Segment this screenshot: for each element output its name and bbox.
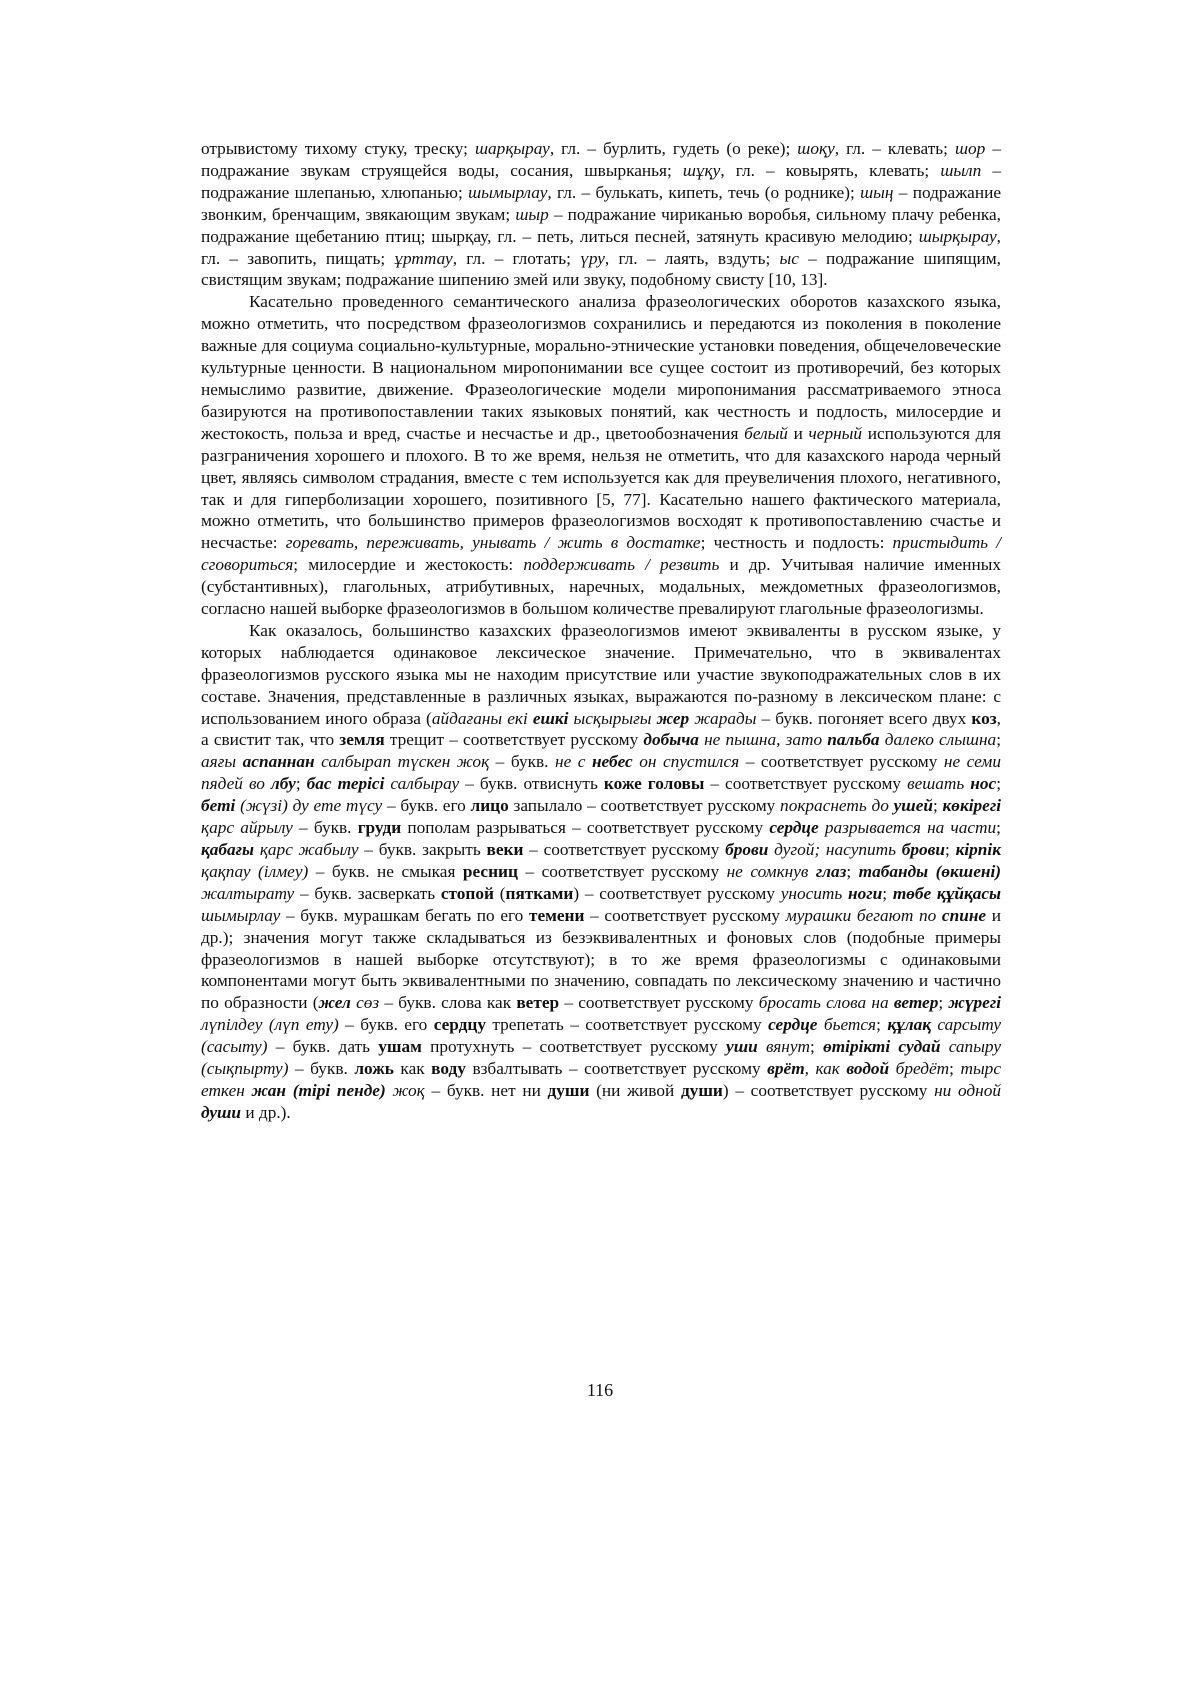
text-run: , гл. – завопить, пищать; (201, 227, 1001, 268)
text-run: – букв. его (382, 796, 470, 815)
text-run: , гл. – глотать; (453, 249, 580, 268)
text-run: – букв. не смыкая (308, 862, 463, 881)
text-run: трещит – соответствует русскому (385, 730, 644, 749)
text-run: лицо (471, 796, 509, 815)
text-run: ) – соответствует русскому (723, 1081, 934, 1100)
text-run: – букв. погоняет всего двух (756, 709, 971, 728)
text-run: қабағы (201, 840, 254, 859)
text-run: жел (318, 993, 350, 1012)
text-run: груди (358, 818, 401, 837)
text-run: – соответствует русскому (559, 993, 759, 1012)
text-run: далеко слышна (880, 730, 997, 749)
text-run: өтірікті судай (823, 1037, 940, 1056)
text-run: , гл. – клевать; (835, 139, 955, 158)
text-run: темени (529, 906, 585, 925)
text-run: , а свистит так, что (201, 709, 1001, 750)
text-run: қақпау (ілмеу) (201, 862, 308, 881)
text-run: души (201, 1103, 241, 1122)
text-run: вянут (758, 1037, 810, 1056)
text-run: Касательно проведенного семантического анализа фразеологических оборотов казахского языка, можно отметить, что посредством фразеологизмов сохранились и передаются из поколения в поколение важные для социума социально-культурные, морально-этнические установки поведения, общечеловеческие культурные ценности. В национальном миропонимании все сущее состоит из противоречий, без которых немыслимо развитие, движение. Фразеологические модели миропонимания рассматриваемого этноса базируются на противопоставлении таких языковых понятий, как честность и подлость, милосердие и жестокость, польза и вред, счастье и несчастье и др., цветообозначения (201, 292, 1001, 442)
text-run: пристыдить / сговориться (201, 533, 1001, 574)
text-run: – подражание звукам струящейся воды, сосания, швырканья; (201, 139, 1001, 180)
text-run: ; (876, 1015, 887, 1034)
text-run: кірпік (956, 840, 1001, 859)
text-run: ; (296, 774, 307, 793)
text-run: ветер (516, 993, 559, 1012)
text-run: шырқырау (919, 227, 997, 246)
text-run: – букв. засверкать (294, 884, 441, 903)
text-run: – букв. (288, 1059, 354, 1078)
text-run: шоқу (797, 139, 834, 158)
text-run: коже головы (604, 774, 705, 793)
text-run: ушей (894, 796, 933, 815)
paragraph-1 (201, 138, 1001, 291)
text-run: жоқ (386, 1081, 425, 1100)
text-run: ресниц (463, 862, 518, 881)
text-run: салбырау (384, 774, 459, 793)
text-run: ; (810, 1037, 823, 1056)
text-run: – соответствует русскому (518, 862, 727, 881)
text-run: взбалтывать – соответствует русскому (466, 1059, 767, 1078)
text-run: уносить (781, 884, 848, 903)
text-run: отрывистому тихому стуку, треску; (201, 139, 475, 158)
text-run: ; (949, 1059, 960, 1078)
text-run: воду (431, 1059, 466, 1078)
text-run: брови (902, 840, 945, 859)
text-run: ложь (354, 1059, 394, 1078)
text-run: қарс айрылу (201, 818, 293, 837)
text-run: , как (805, 1059, 847, 1078)
text-run: мурашки бегают по (786, 906, 942, 925)
text-run: , гл. – лаять, вздуть; (605, 249, 780, 268)
text-run: ушам (378, 1037, 422, 1056)
page-number: 116 (0, 1380, 1200, 1401)
text-run: ; (996, 730, 1001, 749)
text-run: коз (971, 709, 996, 728)
text-run: и (788, 424, 809, 443)
text-run: бросать слова на (759, 993, 894, 1012)
text-run: ; (882, 884, 893, 903)
text-run: үру (580, 249, 605, 268)
text-run: шылп (940, 161, 981, 180)
text-run: глаз (816, 862, 846, 881)
text-run: – соответствует русскому (584, 906, 785, 925)
text-run: протухнуть – соответствует русскому (422, 1037, 726, 1056)
text-run: шыр (515, 205, 548, 224)
text-run: не сомкнув (727, 862, 816, 881)
text-run: и др.); значения могут также складываться из безэквивалентных и фоновых слов (подобные примеры фразеологизмов в нашей выборке отсутствуют); в то же время фразеологизмы с одинаковыми компонентами могут быть эквивалентными по значению, совпадать по лексическому значению и частично по образности ( (201, 906, 1001, 1013)
text-run: табанды (өкшені) (859, 862, 1001, 881)
text-run: покраснеть до (780, 796, 894, 815)
paragraph-2 (201, 291, 1001, 620)
text-run: трепетать – соответствует русскому (486, 1015, 768, 1034)
text-run: – букв. закрыть (359, 840, 487, 859)
text-run: лбу (271, 774, 296, 793)
text-run: төбе құйқасы (893, 884, 1001, 903)
text-run: не пышна, зато (699, 730, 827, 749)
text-run: көкірегі (943, 796, 1001, 815)
text-run: салбырап түскен жоқ (315, 752, 490, 771)
text-run: как (394, 1059, 431, 1078)
text-run: сердцу (434, 1015, 486, 1034)
text-run: белый (744, 424, 788, 443)
text-run: и др. Учитывая наличие именных (субстантивных), глагольных, атрибутивных, наречных, модальных, междометных фразеологизмов, согласно нашей выборке фразеологизмов в большом количестве превалируют глагольные фразеологизмы. (201, 555, 1001, 618)
text-run: ыс (779, 249, 798, 268)
document-page (0, 0, 1200, 1697)
text-run: ұрттау (394, 249, 452, 268)
text-run: жан (тірі пенде) (252, 1081, 386, 1100)
text-run: ( (494, 884, 506, 903)
text-run: сапыру (сықпырту) (201, 1037, 1001, 1078)
text-run: – букв. отвиснуть (459, 774, 604, 793)
text-run: – соответствует русскому (739, 752, 944, 771)
text-run: – подражание звонким, бренчащим, звякающим звукам; (201, 183, 1001, 224)
text-run: дугой; насупить (768, 840, 901, 859)
text-run: используются для разграничения хорошего и плохого. В то же время, нельзя не отметить, что для казахского народа черный цвет, являясь символом страдания, вместе с тем используется как для преувеличения плохого, негативного, так и для гиперболизации хорошего, позитивного [5, 77]. Касательно нашего фактического материала, можно отметить, что большинство примеров фразеологизмов восходят к противопоставлению счастье и несчастье: (201, 424, 1001, 553)
text-run: ; (996, 774, 1001, 793)
text-run: – букв. (293, 818, 358, 837)
text-run: сердце (769, 818, 818, 837)
text-run: черный (809, 424, 862, 443)
text-run: , гл. – булькать, кипеть, течь (о роднике); (547, 183, 860, 202)
text-run: сарсыту (сасыту) (201, 1015, 1001, 1056)
text-run: – букв. нет ни (425, 1081, 548, 1100)
text-run: – букв. дать (267, 1037, 378, 1056)
text-run: пополам разрываться – соответствует русскому (401, 818, 769, 837)
text-run: земля (339, 730, 384, 749)
text-run: жүрегі (948, 993, 1001, 1012)
text-run: ; милосердие и жестокость: (293, 555, 523, 574)
text-run: беті (201, 796, 235, 815)
text-run: – букв. его (339, 1015, 434, 1034)
text-run: қарс жабылу (254, 840, 358, 859)
text-run: ; (933, 796, 943, 815)
text-run: – букв. (489, 752, 555, 771)
text-run: аспаннан (243, 752, 315, 771)
text-run: добыча (643, 730, 699, 749)
text-run: шарқырау (475, 139, 550, 158)
text-run: шор (955, 139, 985, 158)
text-run: Как оказалось, большинство казахских фразеологизмов имеют эквиваленты в русском языке, у которых наблюдается одинаковое лексическое значение. Примечательно, что в эквивалентах фразеологизмов русского языка мы не находим присутствие или участие звукоподражательных слов в их составе. Значения, представленные в различных языках, выражаются по-разному в лексическом плане: с использованием иного образа ( (201, 621, 1001, 728)
text-run: пальба (827, 730, 879, 749)
text-run: ысқырығы (568, 709, 656, 728)
text-run: не семи пядей во (201, 752, 1001, 793)
text-run: нос (970, 774, 996, 793)
text-run: аяғы (201, 752, 243, 771)
text-run: ветер (894, 993, 938, 1012)
text-run: тырс еткен (201, 1059, 1001, 1100)
text-run: и др.). (241, 1103, 291, 1122)
text-run: жер (657, 709, 690, 728)
text-run: души (548, 1081, 590, 1100)
text-run: бас терісі (307, 774, 385, 793)
text-run: ни одной (934, 1081, 1001, 1100)
text-run: небес (592, 752, 633, 771)
text-run: ; (846, 862, 858, 881)
text-run: – подражание чириканью воробья, сильному плачу ребенка, подражание щебетанию птиц; шырқау, гл. – петь, литься песней, затянуть красивую мелодию; (201, 205, 1001, 246)
text-run: горевать, переживать, унывать / жить в достатке (286, 533, 701, 552)
text-run: жарады (689, 709, 756, 728)
text-run: ешкі (533, 709, 569, 728)
text-run: разрывается на части (819, 818, 996, 837)
text-run: шымырлау (468, 183, 547, 202)
text-run: врёт (767, 1059, 804, 1078)
text-run: запылало – соответствует русскому (509, 796, 780, 815)
text-run: – букв. слова как (379, 993, 516, 1012)
text-run: вешать (907, 774, 970, 793)
text-run: – подражание шипящим, свистящим звукам; подражание шипению змей или звуку, подобному свисту [10, 13]. (201, 249, 1001, 290)
body-text (201, 138, 1001, 1124)
text-run: , гл. – ковырять, клевать; (720, 161, 940, 180)
text-run: ; (996, 818, 1001, 837)
text-run: поддерживать / резвить (523, 555, 719, 574)
text-run: айдағаны екі (432, 709, 533, 728)
text-run: водой (846, 1059, 889, 1078)
text-run: он спустился (633, 752, 739, 771)
text-run: бьется (817, 1015, 876, 1034)
text-run: бредёт (889, 1059, 949, 1078)
text-run: сөз (351, 993, 379, 1012)
text-run: жалтырату (201, 884, 294, 903)
text-run: сердце (768, 1015, 817, 1034)
text-run: лүпілдеу (лүп ету) (201, 1015, 339, 1034)
text-run: уши (726, 1037, 758, 1056)
text-run: спине (942, 906, 986, 925)
text-run: ; честность и подлость: (701, 533, 893, 552)
text-run: ; (945, 840, 956, 859)
text-run: ноги (848, 884, 882, 903)
text-run: пятками (505, 884, 573, 903)
text-run: – букв. мурашкам бегать по его (280, 906, 529, 925)
text-run: ; (938, 993, 948, 1012)
text-run: души (681, 1081, 723, 1100)
text-run: шұқу (683, 161, 720, 180)
text-run: шымырлау (201, 906, 280, 925)
text-run: құлақ (887, 1015, 931, 1034)
text-run: , гл. – бурлить, гудеть (о реке); (550, 139, 797, 158)
text-run: – соответствует русскому (523, 840, 725, 859)
text-run: брови (725, 840, 768, 859)
text-run: стопой (441, 884, 494, 903)
text-run: – соответствует русскому (704, 774, 907, 793)
text-run: (ни живой (589, 1081, 680, 1100)
paragraph-3 (201, 620, 1001, 1124)
text-run: не с (555, 752, 592, 771)
text-run: – подражание шлепанью, хлюпанью; (201, 161, 1001, 202)
text-run: ) – соответствует русскому (573, 884, 780, 903)
text-run: шың (860, 183, 893, 202)
text-run: веки (486, 840, 523, 859)
text-run: (жүзі) ду ете түсу (235, 796, 382, 815)
